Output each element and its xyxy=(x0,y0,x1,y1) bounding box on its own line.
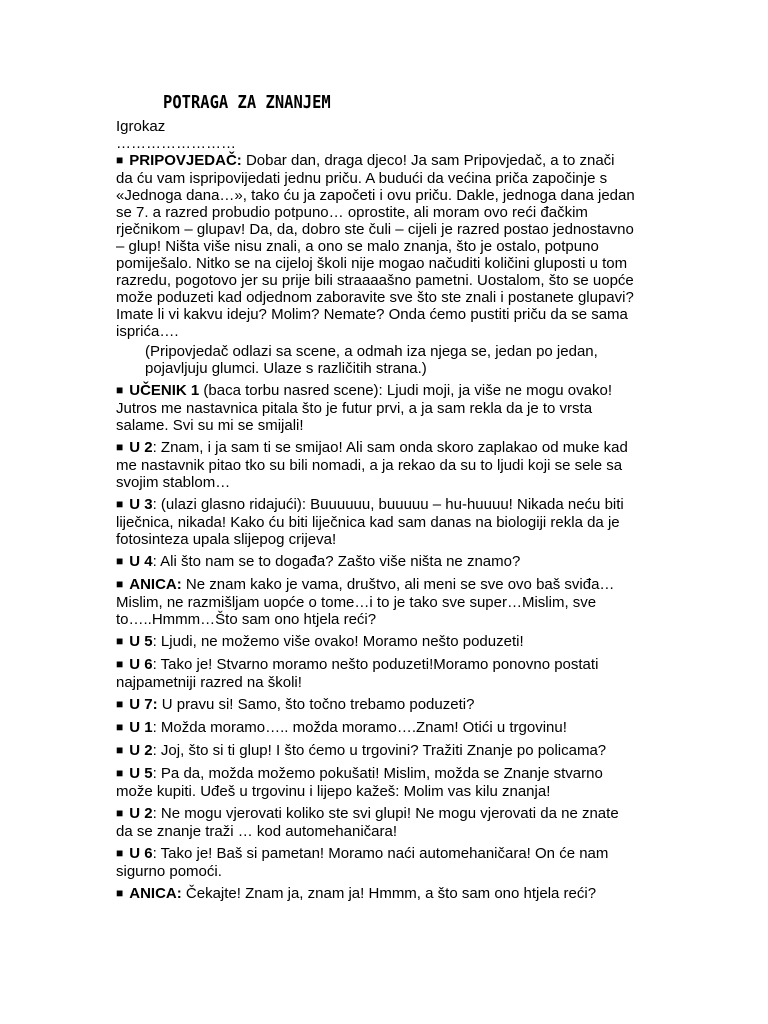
line-text: : (ulazi glasno ridajući): Buuuuuu, buuuuu – hu-huuuu! Nikada neću biti xyxy=(152,496,624,513)
line-text: : Ne mogu vjerovati koliko ste svi glupi! Ne mogu vjerovati da ne znate xyxy=(152,805,619,822)
line-text: : Znam, i ja sam ti se smijao! Ali sam onda skoro zaplakao od muke kad xyxy=(152,439,628,456)
text-line xyxy=(116,885,661,903)
bullet-icon: ■ xyxy=(116,886,124,900)
bullet-icon: ■ xyxy=(116,153,124,167)
speaker-name: U 1 xyxy=(129,719,153,736)
line-text: : Tako je! Stvarno moramo nešto poduzeti!Moramo ponovno postati xyxy=(152,656,599,673)
text-line xyxy=(145,343,661,360)
text-line xyxy=(116,289,661,306)
line-text: me nastavnik pitao tko su bili nomadi, a ja rekao da su to ljudi koji se sele sa xyxy=(116,457,623,474)
text-line xyxy=(116,170,661,187)
text-line xyxy=(116,805,661,823)
text-line xyxy=(116,152,661,170)
line-text: pojavljuju glumci. Ulaze s različitih strana.) xyxy=(145,360,427,377)
stage-direction xyxy=(116,343,661,377)
line-text: svojim stablom… xyxy=(116,474,231,491)
dialogue-paragraph xyxy=(116,553,661,571)
speaker-name: U 5 xyxy=(129,765,153,782)
line-text: : Ljudi, ne možemo više ovako! Moramo nešto poduzeti! xyxy=(152,633,524,650)
text-line xyxy=(116,272,661,289)
speaker-name: U 2 xyxy=(129,742,153,759)
text-line xyxy=(145,360,661,377)
bullet-icon: ■ xyxy=(116,383,124,397)
line-text: sigurno pomoći. xyxy=(116,863,222,880)
document-title: POTRAGA ZA ZNANJEM xyxy=(163,92,331,113)
line-text: (Pripovjedač odlazi sa scene, a odmah iza njega se, jedan po jedan, xyxy=(145,343,598,360)
text-line xyxy=(116,611,661,628)
line-text: može poduzeti kad odjednom zaboravite sve što ste znali i postanete glupavi? xyxy=(116,289,634,306)
text-line xyxy=(116,783,661,800)
line-text: isprića…. xyxy=(116,323,179,340)
speaker-name: U 2 xyxy=(129,439,153,456)
line-text: Mislim, ne razmišljam uopće o tome…i to je tako sve super…Mislim, sve xyxy=(116,594,597,611)
text-line xyxy=(116,531,661,548)
bullet-icon: ■ xyxy=(116,743,124,757)
text-line xyxy=(116,439,661,457)
line-text: U pravu si! Samo, što točno trebamo poduzeti? xyxy=(157,696,475,713)
dialogue-paragraph xyxy=(116,656,661,691)
speaker-name: UČENIK 1 xyxy=(129,382,200,399)
bullet-icon: ■ xyxy=(116,497,124,511)
line-text: Čekajte! Znam ja, znam ja! Hmmm, a što sam ono htjela reći? xyxy=(181,885,597,902)
text-line xyxy=(116,457,661,474)
speaker-name: U 4 xyxy=(129,553,153,570)
line-text: : Tako je! Baš si pametan! Moramo naći automehaničara! On će nam xyxy=(152,845,609,862)
text-line xyxy=(116,400,661,417)
dialogue-paragraph xyxy=(116,496,661,548)
text-line xyxy=(116,514,661,531)
text-line xyxy=(116,474,661,491)
line-text: da ću vam ispripovijedati jednu priču. A budući da većina priča započinje s xyxy=(116,170,608,187)
text-line xyxy=(116,553,661,571)
speaker-name: U 2 xyxy=(129,805,153,822)
dialogue-section xyxy=(116,152,661,903)
text-line xyxy=(116,576,661,594)
line-text: Ne znam kako je vama, društvo, ali meni se sve ovo baš sviđa… xyxy=(181,576,615,593)
bullet-icon: ■ xyxy=(116,806,124,820)
text-line xyxy=(116,696,661,714)
line-text: se 7. a razred probudio potpuno… oprostite, ali moram ovo reći đačkim xyxy=(116,204,588,221)
line-text: : Joj, što si ti glup! I što ćemo u trgovini? Tražiti Znanje po policama? xyxy=(152,742,607,759)
text-line xyxy=(116,238,661,255)
line-text: : Možda moramo….. možda moramo….Znam! Otići u trgovinu! xyxy=(152,719,567,736)
text-line xyxy=(116,323,661,340)
dialogue-paragraph xyxy=(116,885,661,903)
line-text: salame. Svi su mi se smijali! xyxy=(116,417,304,434)
line-text: : Pa da, možda možemo pokušati! Mislim, možda se Znanje stvarno xyxy=(152,765,603,782)
bullet-icon: ■ xyxy=(116,634,124,648)
document-body xyxy=(116,118,661,903)
line-text: «Jednoga dana…», tako ću ja započeti i ovu priču. Dakle, jednoga dana jedan xyxy=(116,187,635,204)
bullet-icon: ■ xyxy=(116,657,124,671)
line-text: Jutros me nastavnica pitala što je futur prvi, a ja sam rekla da je to vrsta xyxy=(116,400,593,417)
speaker-name: U 3 xyxy=(129,496,153,513)
text-line xyxy=(116,382,661,400)
line-text: pomiješalo. Nitko se na cijeloj školi nije mogao načuditi količini gluposti u tom xyxy=(116,255,628,272)
bullet-icon: ■ xyxy=(116,766,124,780)
bullet-icon: ■ xyxy=(116,697,124,711)
line-text: da se znanje traži … kod automehaničara! xyxy=(116,823,397,840)
text-line xyxy=(116,306,661,323)
text-line xyxy=(116,719,661,737)
line-text: rječnikom – glupav! Da, da, dobro ste čuli – cijeli je razred postao jednostavno xyxy=(116,221,634,238)
line-text: – glup! Ništa više nisu znali, a ono se malo znanja, što je ostalo, potpuno xyxy=(116,238,599,255)
text-line xyxy=(116,221,661,238)
speaker-name: PRIPOVJEDAČ: xyxy=(129,152,242,169)
text-line xyxy=(116,674,661,691)
line-text: fotosinteza upala slijepog crijeva! xyxy=(116,531,337,548)
dialogue-paragraph xyxy=(116,576,661,628)
text-line xyxy=(116,845,661,863)
line-text: Dobar dan, draga djeco! Ja sam Pripovjedač, a to znači xyxy=(241,152,615,169)
line-text: razredu, pogotovo jer su prije bili straaaašno pametni. Uostalom, što se uopće xyxy=(116,272,634,289)
text-line xyxy=(116,496,661,514)
line-text: (baca torbu nasred scene): Ljudi moji, ja više ne mogu ovako! xyxy=(199,382,612,399)
text-line xyxy=(116,633,661,651)
line-text: može kupiti. Uđeš u trgovinu i lijepo kažeš: Molim vas kilu znanja! xyxy=(116,783,551,800)
dialogue-paragraph xyxy=(116,742,661,760)
line-text: to…..Hmmm…Što sam ono htjela reći? xyxy=(116,611,377,628)
line-text: liječnica, nikada! Kako ću biti liječnica kad sam danas na biologiji rekla da je xyxy=(116,514,620,531)
text-line xyxy=(116,742,661,760)
bullet-icon: ■ xyxy=(116,846,124,860)
dialogue-paragraph xyxy=(116,845,661,880)
line-text: : Ali što nam se to događa? Zašto više ništa ne znamo? xyxy=(152,553,521,570)
text-line xyxy=(116,863,661,880)
dialogue-paragraph xyxy=(116,152,661,340)
speaker-name: U 5 xyxy=(129,633,153,650)
speaker-name: ANICA: xyxy=(129,885,182,902)
dialogue-paragraph xyxy=(116,719,661,737)
line-text: Imate li vi kakvu ideju? Molim? Nemate? Onda ćemo pustiti priču da se sama xyxy=(116,306,628,323)
text-line xyxy=(116,765,661,783)
text-line xyxy=(116,204,661,221)
speaker-name: U 7: xyxy=(129,696,158,713)
line-text: najpametniji razred na školi! xyxy=(116,674,302,691)
dialogue-paragraph xyxy=(116,439,661,491)
document-subtitle: Igrokaz xyxy=(116,118,166,135)
bullet-icon: ■ xyxy=(116,440,124,454)
text-line xyxy=(116,823,661,840)
speaker-name: U 6 xyxy=(129,656,153,673)
dotted-separator: …………………… xyxy=(116,135,236,152)
dialogue-paragraph xyxy=(116,696,661,714)
text-line xyxy=(116,594,661,611)
text-line xyxy=(116,417,661,434)
bullet-icon: ■ xyxy=(116,554,124,568)
dialogue-paragraph xyxy=(116,633,661,651)
text-line xyxy=(116,255,661,272)
bullet-icon: ■ xyxy=(116,577,124,591)
text-line xyxy=(116,187,661,204)
dialogue-paragraph xyxy=(116,805,661,840)
speaker-name: ANICA: xyxy=(129,576,182,593)
speaker-name: U 6 xyxy=(129,845,153,862)
bullet-icon: ■ xyxy=(116,720,124,734)
dialogue-paragraph xyxy=(116,382,661,434)
dialogue-paragraph xyxy=(116,765,661,800)
text-line xyxy=(116,656,661,674)
